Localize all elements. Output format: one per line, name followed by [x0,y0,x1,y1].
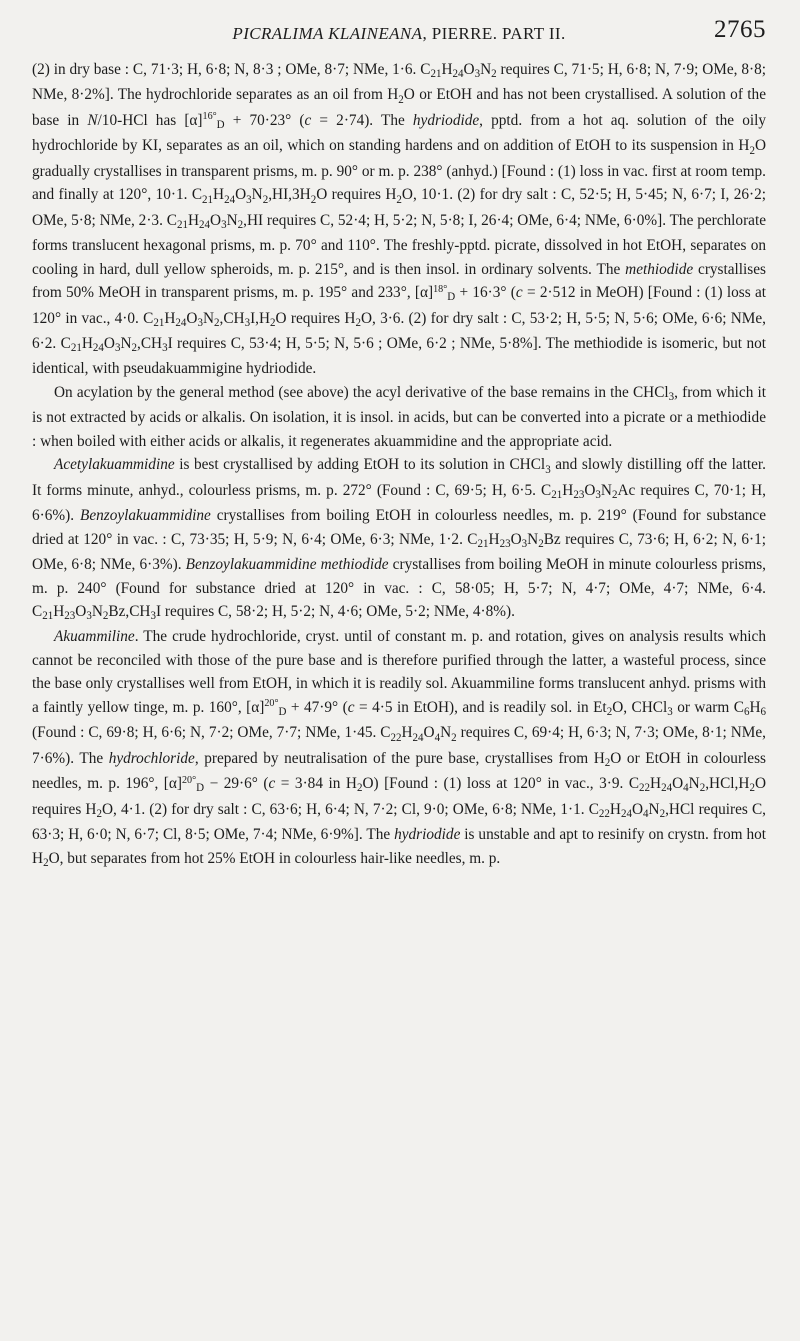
text-run: N [480,61,492,78]
text-run: N [600,481,612,499]
subscript: 2 [356,782,363,795]
paragraph-akuammiline [32,625,766,872]
subscript: 3 [221,219,227,232]
subscript: 2 [96,807,102,820]
italic-text: Benzoylakuammidine [79,507,211,525]
text-run: Bz,CH [108,602,151,620]
text-run: O [103,334,115,352]
text-run: requires C, 69·4; H, 6·3; N, 7·3; OMe, 8·1; NMe, 7·6%). The [32,724,766,767]
text-run: ,HI,3H [268,186,311,204]
subscript: 2 [310,193,317,206]
text-run: O, 10·1. (2) for dry salt : C, 52·5; H, 5·45; N, 6·7; I, 26·2; OMe, 5·8; NMe, 2·3. C [32,186,766,229]
text-run: N [648,800,660,818]
subscript: 21 [153,316,165,329]
subscript: 4 [683,782,689,795]
subscript: 2 [749,782,755,795]
article-body [32,58,766,872]
italic-text: Benzoylakuammidine methiodide [185,556,389,574]
superscript: 18° [433,283,448,295]
text-run: N [251,186,263,204]
text-run: O, but separates from hot 25% EtOH in colourless hair-like needles, m. p. [48,849,501,867]
subscript: 24 [92,342,104,355]
text-run: O [631,800,644,818]
running-head [32,24,766,44]
text-run: H [650,775,662,793]
italic-text: c [347,698,355,716]
text-run: − 29·6° ( [204,775,269,793]
text-run: Bz requires C, 73·6; H, 6·2; N, 6·1; OMe, 6·8; NMe, 6·3%). [32,530,766,574]
running-head-rest: , PIERRE. PART II. [422,24,566,43]
subscript: D [196,782,205,795]
text-run: (2) in dry base : C, 71·3; H, 6·8; N, 8·3 ; OMe, 8·7; NMe, 1·6. C [32,61,431,78]
text-run: /10-HCl has [α] [97,111,203,129]
subscript: 4 [643,807,649,820]
text-run: H [164,309,176,327]
superscript: 20° [182,774,197,786]
text-run: N [440,724,452,742]
text-run: = 2·74). The [311,111,413,129]
subscript: 3 [246,193,252,206]
subscript: 21 [42,610,54,623]
text-run: H [81,334,93,352]
superscript: 20° [264,698,279,710]
text-run: O [75,602,87,620]
text-run: crystallises from 50% MeOH in transparent prisms, m. p. 195° and 233°, [α] [32,260,766,302]
text-run: = 3·84 in H [275,775,357,793]
text-run: is unstable and apt to resinify on crystn. from hot H [32,826,767,867]
text-run: I,H [250,309,271,327]
text-run: N [120,334,132,352]
subscript: 3 [545,463,551,476]
text-run: , from which it is not extracted by acids or alkalis. On isolation, it is insol. in acids, but can be converted into a picrate or a methiodide : when boiled with either acids or alkalis, it regenerates akuammidine and the appropriate acid. [32,383,766,450]
subscript: 3 [150,610,156,623]
text-run: O [186,309,198,327]
italic-text: N [87,111,98,129]
text-run: or warm C [672,698,744,716]
subscript: 2 [131,342,137,355]
text-run: . The crude hydrochloride, cryst. until of constant m. p. and rotation, gives on analysis results which cannot be reconciled with those of the pure base and is therefore purified through the latter, a wasteful process, since the base only crystallises well from EtOH, in which it is readily sol. Akuammiline forms translucent anhyd. prisms with a faintly yellow tinge, m. p. 160°, [α] [32,628,766,716]
text-run: = 2·512 in MeOH) [Found : (1) loss at 120° in vac., 4·0. C [32,284,766,327]
text-run: and slowly distilling off the latter. It forms minute, anhyd., colourless prisms, m. p. 272° (Found : C, 69·5; H, 6·5. C [32,456,766,499]
text-run: is best crystallised by adding EtOH to its solution in CHCl [174,456,546,474]
subscript: 3 [162,342,168,355]
subscript: 3 [244,316,251,329]
subscript: 2 [396,193,402,206]
text-run: H [401,724,413,742]
subscript: 21 [70,342,82,355]
subscript: 24 [175,316,187,329]
text-run: , pptd. from a hot aq. solution of the oily hydrochloride by KI, separates as an oil, which on standing hardens and on addition of EtOH to its suspension in H [32,111,766,155]
italic-text: hydriodide [412,111,480,129]
subscript: 2 [611,489,618,501]
subscript: 22 [639,782,651,795]
text-run: O, 3·6. (2) for dry salt : C, 53·2; H, 5·5; N, 5·6; OMe, 6·6; NMe, 6·2. C [32,309,766,352]
text-run: O [235,186,247,204]
subscript: 3 [668,391,675,404]
text-run: O or EtOH and has not been crystallised. A solution of the base in [32,86,766,129]
text-run: ,CH [219,309,245,327]
subscript: 23 [64,610,76,623]
subscript: 2 [604,756,611,769]
subscript: 21 [477,537,489,550]
italic-text: c [268,775,276,793]
text-run: H [187,211,199,229]
subscript: 3 [595,489,601,501]
text-run: O) [Found : (1) loss at 120° in vac., 3·9. C [362,775,640,793]
text-run: O [463,61,475,78]
text-run: On acylation by the general method (see above) the acyl derivative of the base remains in the CHCl [54,383,669,401]
subscript: 24 [661,782,673,795]
subscript: 3 [114,342,121,355]
subscript: 2 [102,610,109,623]
text-run: I requires C, 53·4; H, 5·5; N, 5·6 ; OMe, 6·2 ; NMe, 5·8%]. The methiodide is isomeric, but not identical, with pseudakuammigine hydriodide. [32,334,766,378]
text-run: N [527,530,539,548]
page-header [32,10,766,50]
subscript: 23 [573,489,585,501]
subscript: 2 [398,93,404,106]
text-run: O [510,530,522,548]
text-run: = 4·5 in EtOH), and is readily sol. in Et [354,698,607,716]
subscript: 4 [434,731,441,744]
text-run: H [53,602,65,620]
text-run: H [562,481,574,499]
text-run: crystallises from boiling EtOH in colourless needles, m. p. 219° (Found for substance dried at 120° in vac. : C, 73·35; H, 5·9; N, 6·4; OMe, 6·3; NMe, 1·2. C [32,507,766,548]
subscript: 3 [197,316,203,329]
subscript: 2 [214,316,220,329]
text-run: (Found : C, 69·8; H, 6·6; N, 7·2; OMe, 7·7; NMe, 1·45. C [32,724,391,742]
text-run: O [423,724,435,742]
paragraph-hydriodide-methiodide [32,58,766,381]
paragraph-acetylakuammidine [32,453,766,625]
subscript: 2 [355,316,361,329]
subscript: 22 [390,731,402,744]
subscript: 3 [474,68,481,81]
text-run: N [202,309,214,327]
subscript: D [447,291,456,304]
subscript: 3 [521,537,528,550]
text-run: + 70·23° ( [224,111,305,129]
text-run: N [688,775,700,793]
subscript: 2 [491,68,497,81]
text-run: O requires H [316,186,397,204]
subscript: 2 [262,193,269,206]
text-run: ,HCl requires C, 63·3; H, 6·0; N, 6·7; Cl, 8·5; OMe, 7·4; NMe, 6·9%]. The [32,800,766,844]
subscript: 2 [43,856,49,869]
text-run: O, CHCl [612,698,668,716]
text-run: ,HCl,H [705,775,750,793]
text-run: Ac requires C, 70·1; H, 6·6%). [32,481,766,525]
text-run: H [609,800,621,818]
subscript: 3 [667,706,673,719]
subscript: 24 [452,68,464,81]
subscript: 6 [743,706,750,719]
text-run: N [91,602,103,620]
italic-text: Akuammiline [54,628,135,646]
text-run: H [213,186,225,204]
text-run: O requires H [32,775,766,818]
text-run: O gradually crystallises in transparent prisms, m. p. 90° or m. p. 238° (anhyd.) [Found : (1) loss in vac. first at room temp. and finally at 120°, 10·1. C [32,137,766,204]
text-run: H [488,530,500,548]
subscript: 2 [659,807,666,820]
subscript: 3 [86,610,92,623]
text-run: O [584,481,596,499]
text-run: O or EtOH in colourless needles, m. p. 196°, [α] [32,749,766,793]
text-run: , prepared by neutralisation of the pure base, crystallises from H [194,749,605,767]
superscript: 16° [202,111,217,123]
subscript: 2 [270,316,276,329]
subscript: D [216,119,225,132]
text-run: O requires H [275,309,356,327]
subscript: 24 [224,193,236,206]
italic-text: Acetylakuammidine [54,456,175,474]
italic-text: hydrochloride [108,749,195,767]
text-run: H [749,698,761,716]
text-run: H [441,61,453,78]
subscript: 21 [551,489,563,501]
subscript: 23 [499,537,511,550]
text-run: O [210,211,222,229]
subscript: 21 [430,68,442,81]
subscript: 22 [598,807,610,820]
text-run: ,HI requires C, 52·4; H, 5·2; N, 5·8; I, 26·4; OMe, 6·4; NMe, 6·0%]. The perchlorate forms translucent hexagonal prisms, m. p. 70° and 110°. The freshly-pptd. picrate, dissolved in hot EtOH, separates on cooling in hard, dull yellow spheroids, m. p. 215°, and is then insol. in ordinary solvents. The [32,211,766,278]
italic-text: methiodide [625,260,694,278]
text-run: + 16·3° ( [455,284,516,302]
text-run: N [226,211,238,229]
text-run: O [672,775,684,793]
subscript: D [278,706,287,719]
text-run: crystallises from boiling MeOH in minute colourless prisms, m. p. 240° (Found for substance dried at 120° in vac. : C, 58·05; H, 5·7; N, 4·7; OMe, 4·7; NMe, 6·4. C [32,556,767,620]
subscript: 2 [699,782,706,795]
subscript: 2 [237,219,244,232]
subscript: 2 [749,144,755,157]
subscript: 24 [412,731,424,744]
subscript: 21 [202,193,214,206]
italic-text: c [304,111,312,129]
paragraph-acylation [32,381,766,453]
subscript: 2 [538,537,544,550]
italic-text: hydriodide [394,826,461,844]
running-head-title: PICRALIMA KLAINEANA [232,24,423,43]
subscript: 24 [620,807,632,820]
text-run: ,CH [137,334,163,352]
italic-text: c [515,284,523,302]
subscript: 2 [451,731,457,744]
subscript: 24 [199,219,210,232]
subscript: 6 [760,706,766,719]
subscript: 2 [606,706,613,719]
page-number: 2765 [714,16,766,43]
text-run: O, 4·1. (2) for dry salt : C, 63·6; H, 6·4; N, 7·2; Cl, 9·0; OMe, 6·8; NMe, 1·1. C [101,800,599,818]
text-run: + 47·9° ( [286,698,348,716]
text-run: I requires C, 58·2; H, 5·2; N, 4·6; OMe, 5·2; NMe, 4·8%). [155,602,515,620]
subscript: 21 [176,219,188,232]
text-run: requires C, 71·5; H, 6·8; N, 7·9; OMe, 8·8; NMe, 8·2%]. The hydrochloride separates as an oil from H [32,61,766,104]
